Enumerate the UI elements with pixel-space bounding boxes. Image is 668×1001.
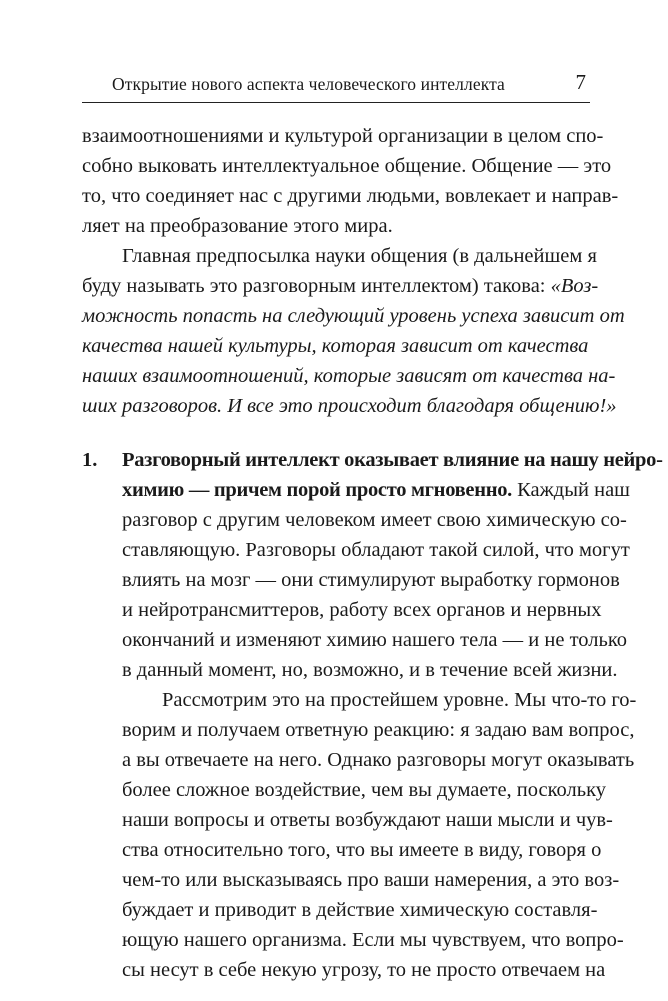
list-item-line: ворим и получаем ответную реакцию: я задаю вам вопрос, <box>122 719 635 741</box>
list-item-line: наши вопросы и ответы возбуждают наши мысли и чув- <box>122 809 613 831</box>
list-item-line: сы несут в себе некую угрозу, то не просто отвечаем на <box>122 959 606 981</box>
italic-quote-line: можность попасть на следующий уровень успеха зависит от <box>82 305 625 327</box>
list-item-line <box>122 475 630 505</box>
paragraph-line <box>82 271 599 301</box>
page-number: 7 <box>575 70 586 94</box>
list-item-line: ставляющую. Разговоры обладают такой силой, что могут <box>122 539 630 561</box>
paragraph-line: Главная предпосылка науки общения (в дальнейшем я <box>122 245 597 267</box>
list-item-line: ства относительно того, что вы имеете в виду, говоря о <box>122 839 602 861</box>
italic-quote-line: качества нашей культуры, которая зависит от качества <box>82 335 589 357</box>
running-header <box>82 62 590 103</box>
italic-quote-line: наших взаимоотношений, которые зависят от качества на- <box>82 365 616 387</box>
list-item-line: разговор с другим человеком имеет свою химическую со- <box>122 509 627 531</box>
paragraph-line: ляет на преобразование этого мира. <box>82 215 393 237</box>
list-item-line: окончаний и изменяют химию нашего тела — и не только <box>122 629 627 651</box>
plain-text: буду называть это разговорным интеллектом) такова: <box>82 275 546 297</box>
paragraph-line: собно выковать интеллектуальное общение. Общение — это <box>82 155 612 177</box>
paragraph-line: взаимоотношениями и культурой организации в целом спо- <box>82 125 604 147</box>
italic-quote-text: «Воз- <box>550 275 599 297</box>
list-item-line: буждает и приводит в действие химическую составля- <box>122 899 598 921</box>
plain-text: Каждый наш <box>517 479 630 501</box>
italic-quote-line: ших разговоров. И все это происходит благодаря общению!» <box>82 395 617 417</box>
list-item-line: а вы отвечаете на него. Однако разговоры могут оказывать <box>122 749 635 771</box>
list-item-line: Рассмотрим это на простейшем уровне. Мы что-то го- <box>162 689 637 711</box>
list-marker: 1. <box>82 449 98 471</box>
list-item-line: и нейротрансмиттеров, работу всех органов и нервных <box>122 599 602 621</box>
list-item-line: более сложное воздействие, чем вы думаете, поскольку <box>122 779 607 801</box>
list-item-line: ющую нашего организма. Если мы чувствуем, что вопро- <box>122 929 624 951</box>
list-item-line: в данный момент, но, возможно, и в течение всей жизни. <box>122 659 618 681</box>
paragraph-line: то, что соединяет нас с другими людьми, вовлекает и направ- <box>82 185 619 207</box>
running-header-title: Открытие нового аспекта человеческого интеллекта <box>112 74 505 94</box>
bold-heading-line: Разговорный интеллект оказывает влияние на нашу нейро- <box>122 449 663 471</box>
list-item-line: влиять на мозг — они стимулируют выработку гормонов <box>122 569 620 591</box>
list-item-line: чем-то или высказываясь про ваши намерения, а это воз- <box>122 869 620 891</box>
bold-heading-text: химию — причем порой просто мгновенно. <box>122 479 513 501</box>
